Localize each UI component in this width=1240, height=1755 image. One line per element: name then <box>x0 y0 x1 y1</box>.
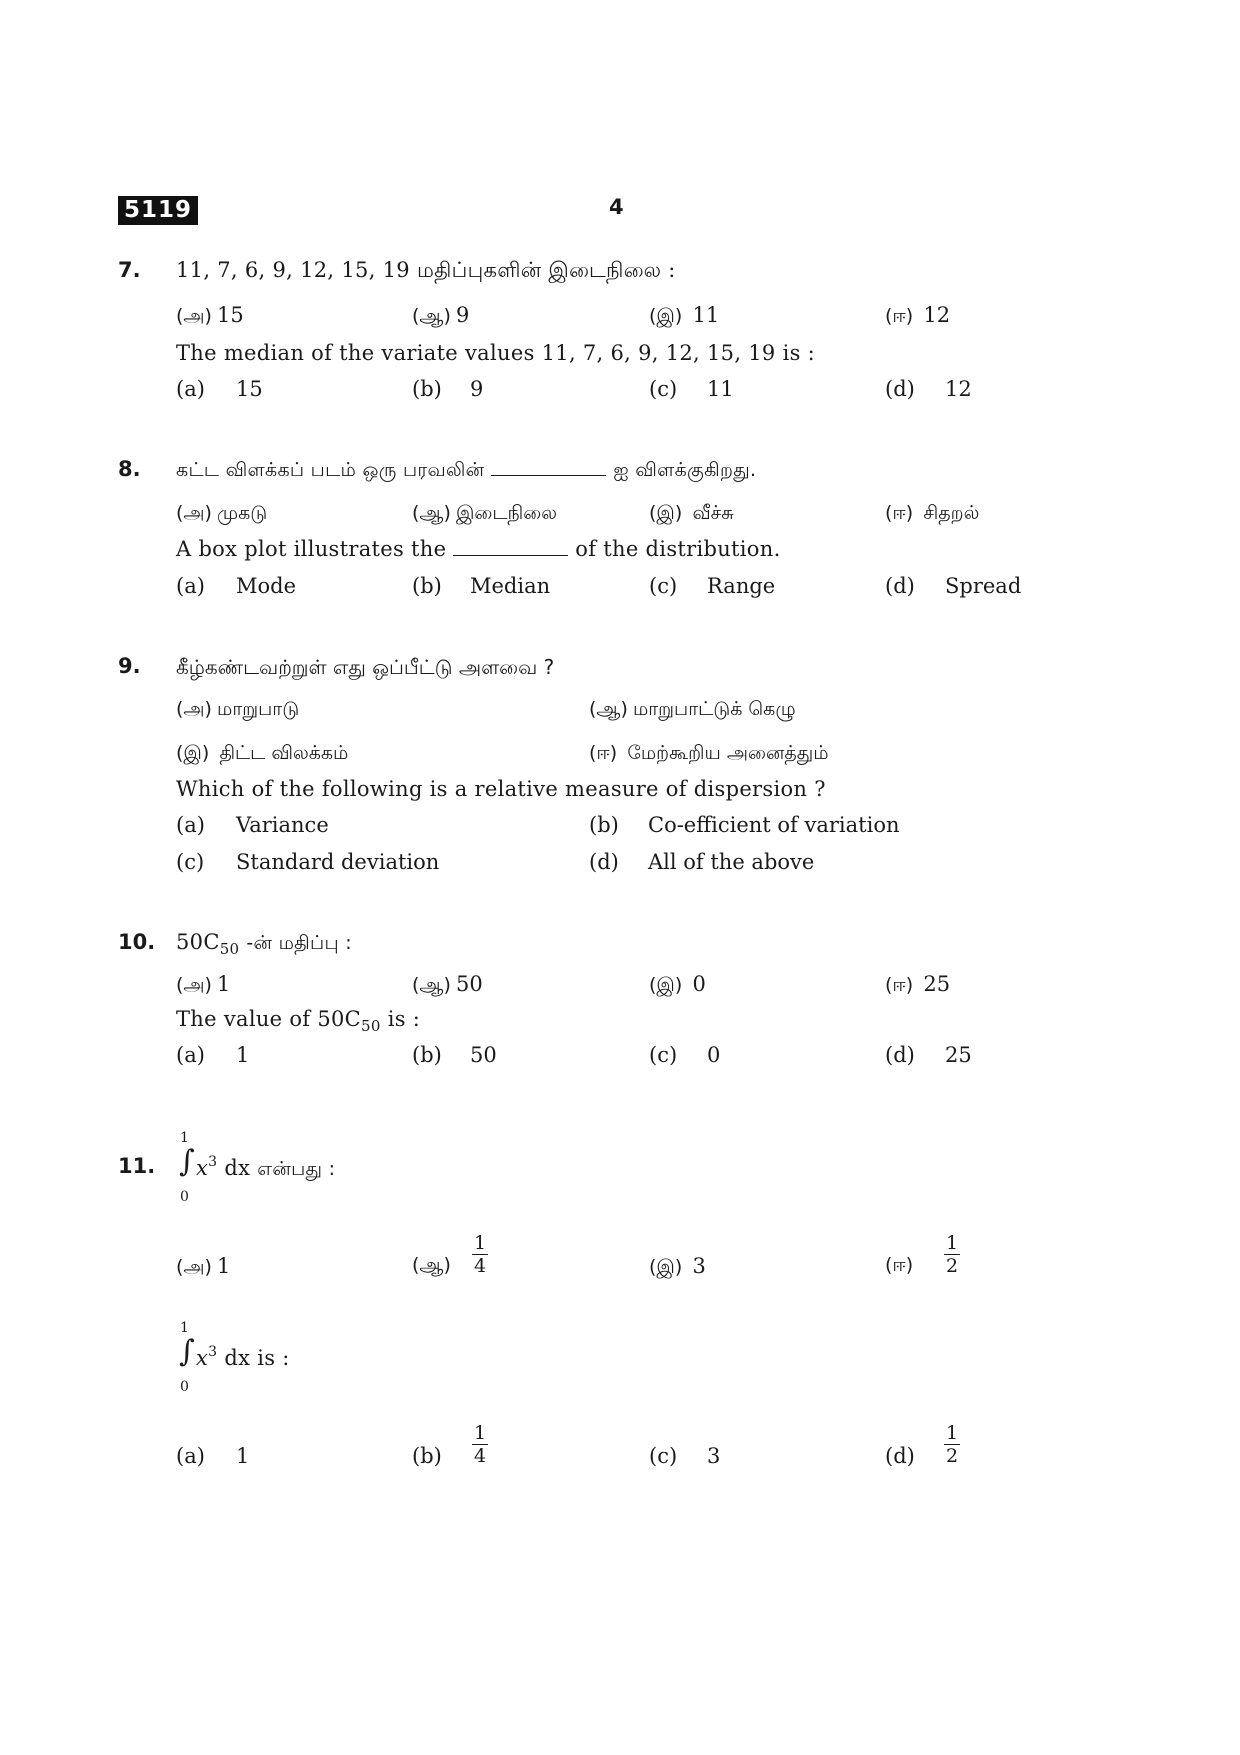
option-tamil-d-fraction <box>944 1232 960 1277</box>
combination-subscript: 50 <box>219 940 240 958</box>
option-label: (அ) <box>176 1256 212 1278</box>
integrand-exponent: 3 <box>208 1344 218 1360</box>
option-label: (அ) <box>176 502 212 524</box>
option-label: (ஆ) <box>589 698 628 720</box>
option-english-d-label: (d) <box>885 377 915 401</box>
question-text-tamil: கீழ்கண்டவற்றுள் எது ஒப்பீட்டு அளவை ? <box>176 655 555 679</box>
integral-differential: dx <box>224 1346 251 1370</box>
option-tamil-b <box>412 972 483 999</box>
option-value: 12 <box>923 303 951 327</box>
option-english-c-label: (c) <box>176 850 205 874</box>
option-label: (இ) <box>649 502 683 524</box>
integrand <box>196 1344 290 1370</box>
option-label: (இ) <box>649 305 683 327</box>
question-text-english: The median of the variate values 11, 7, 6, 9, 12, 15, 19 is : <box>176 341 816 365</box>
answer-blank <box>453 537 568 556</box>
english-stem-end: is : <box>257 1346 290 1370</box>
option-english-a-value: Mode <box>236 574 297 598</box>
option-english-a-label: (a) <box>176 377 205 401</box>
page-number: 4 <box>609 195 624 219</box>
option-tamil-a <box>176 303 244 330</box>
paper-code-badge: 5119 <box>118 196 198 225</box>
question-number: 11. <box>118 1154 156 1178</box>
option-english-a-label: (a) <box>176 1043 205 1067</box>
option-english-b-label: (b) <box>589 813 619 837</box>
option-english-d-label: (d) <box>885 1043 915 1067</box>
option-value: 3 <box>692 1254 706 1278</box>
option-english-d-label: (d) <box>885 574 915 598</box>
option-english-d-fraction <box>944 1422 960 1467</box>
option-tamil-d <box>885 972 950 999</box>
integral-upper-limit: 1 <box>180 1320 189 1336</box>
option-label: (இ) <box>176 742 210 764</box>
option-english-a-label: (a) <box>176 1444 205 1468</box>
question-text-english: Which of the following is a relative measure of dispersion ? <box>176 777 826 801</box>
integrand-exponent: 3 <box>208 1154 218 1170</box>
question-text-tamil <box>176 930 352 958</box>
option-english-b-label: (b) <box>412 1043 442 1067</box>
combination-base: 50C <box>176 930 220 954</box>
option-value: 25 <box>923 972 951 996</box>
option-value: 1 <box>217 972 231 996</box>
integral-lower-limit: 0 <box>180 1189 189 1205</box>
option-english-d-value: Spread <box>945 574 1022 598</box>
fraction-denominator: 2 <box>946 1445 959 1467</box>
option-tamil-d <box>589 742 829 767</box>
option-tamil-d-label: (ஈ) <box>885 1254 914 1276</box>
option-english-b-value: Co-efficient of variation <box>648 813 900 837</box>
english-stem-start: A box plot illustrates the <box>176 537 447 561</box>
option-english-a-label: (a) <box>176 574 205 598</box>
option-tamil-b-fraction <box>472 1232 488 1277</box>
option-tamil-c <box>649 1254 706 1281</box>
option-english-b-label: (b) <box>412 574 442 598</box>
tamil-stem-end: ஐ விளக்குகிறது. <box>613 459 757 481</box>
option-tamil-c <box>176 742 348 767</box>
option-value: மாறுபாடு <box>217 698 300 720</box>
question-text-tamil: 11, 7, 6, 9, 12, 15, 19 மதிப்புகளின் இடைநிலை : <box>176 258 676 282</box>
question-text-tamil <box>176 457 756 484</box>
option-label: (ஈ) <box>885 502 914 524</box>
option-tamil-b <box>412 303 469 330</box>
option-tamil-a <box>176 1254 230 1281</box>
option-label: (அ) <box>176 974 212 996</box>
option-english-d-value: 25 <box>945 1043 972 1067</box>
option-value: சிதறல் <box>923 502 980 524</box>
option-label: (இ) <box>649 1256 683 1278</box>
option-label: (அ) <box>176 305 212 327</box>
question-number: 7. <box>118 258 141 282</box>
option-english-c-value: 11 <box>707 377 734 401</box>
option-label: (ஈ) <box>589 742 618 764</box>
option-english-b-value: 50 <box>470 1043 497 1067</box>
option-tamil-d <box>885 502 979 527</box>
question-number: 10. <box>118 930 156 954</box>
answer-blank <box>491 457 606 476</box>
option-english-a-value: 1 <box>236 1043 250 1067</box>
option-value: 11 <box>692 303 720 327</box>
option-english-c-value: 3 <box>707 1444 721 1468</box>
fraction-denominator: 2 <box>946 1255 959 1277</box>
integral-sign: ∫ <box>179 1334 195 1369</box>
option-english-d-value: 12 <box>945 377 972 401</box>
option-english-c-value: Range <box>707 574 776 598</box>
option-tamil-c <box>649 303 719 330</box>
option-tamil-a <box>176 698 299 723</box>
option-value: 50 <box>455 972 483 996</box>
fraction-numerator: 1 <box>474 1422 487 1444</box>
option-value: இடைநிலை <box>455 502 558 524</box>
option-english-b-label: (b) <box>412 1444 442 1468</box>
option-value: மாறுபாட்டுக் கெழு <box>632 698 796 720</box>
option-english-b-fraction <box>472 1422 488 1467</box>
integral-sign: ∫ <box>179 1144 195 1179</box>
option-label: (அ) <box>176 698 212 720</box>
option-tamil-a <box>176 972 230 999</box>
fraction-numerator: 1 <box>946 1422 959 1444</box>
option-tamil-c <box>649 972 706 999</box>
option-value: 0 <box>692 972 706 996</box>
option-value: 9 <box>455 303 470 327</box>
option-english-a-label: (a) <box>176 813 205 837</box>
option-tamil-b-label: (ஆ) <box>412 1254 451 1276</box>
option-english-c-label: (c) <box>649 574 678 598</box>
option-english-d-label: (d) <box>589 850 619 874</box>
option-english-d-value: All of the above <box>648 850 815 874</box>
option-value: 1 <box>217 1254 231 1278</box>
integral-upper-limit: 1 <box>180 1130 189 1146</box>
option-value: 15 <box>217 303 244 327</box>
option-english-c-value: 0 <box>707 1043 721 1067</box>
option-english-c-label: (c) <box>649 377 678 401</box>
option-english-c-label: (c) <box>649 1043 678 1067</box>
fraction-denominator: 4 <box>474 1255 487 1277</box>
option-label: (ஆ) <box>412 502 451 524</box>
question-number: 9. <box>118 654 141 678</box>
option-english-c-value: Standard deviation <box>236 850 440 874</box>
option-label: (ஆ) <box>412 974 451 996</box>
tamil-stem-end: என்பது : <box>257 1158 336 1180</box>
option-tamil-b <box>412 502 557 527</box>
option-label: (ஆ) <box>412 305 451 327</box>
integrand-variable: x <box>196 1156 209 1180</box>
question-text-english <box>176 537 781 561</box>
combination-subscript: 50 <box>361 1017 381 1035</box>
fraction-numerator: 1 <box>946 1232 959 1254</box>
option-tamil-d <box>885 303 950 330</box>
option-label: (இ) <box>649 974 683 996</box>
option-value: திட்ட விலக்கம் <box>219 742 349 764</box>
tamil-stem-end: -ன் மதிப்பு : <box>246 932 352 954</box>
integrand-variable: x <box>196 1346 209 1370</box>
integral-differential: dx <box>224 1156 251 1180</box>
integrand <box>196 1154 335 1183</box>
option-english-d-label: (d) <box>885 1444 915 1468</box>
fraction-numerator: 1 <box>474 1232 487 1254</box>
option-tamil-c <box>649 502 734 527</box>
english-stem-end: is : <box>387 1007 421 1031</box>
fraction-denominator: 4 <box>474 1445 487 1467</box>
option-value: மேற்கூறிய அனைத்தும் <box>627 742 829 764</box>
option-tamil-a <box>176 502 267 527</box>
question-text-english <box>176 1007 420 1035</box>
tamil-stem-start: கட்ட விளக்கப் படம் ஒரு பரவலின் <box>176 459 485 481</box>
integral-lower-limit: 0 <box>180 1379 189 1395</box>
option-english-b-value: 9 <box>470 377 484 401</box>
option-english-b-label: (b) <box>412 377 442 401</box>
option-english-b-value: Median <box>470 574 551 598</box>
english-stem-start: The value of 50C <box>176 1007 362 1031</box>
option-english-a-value: 1 <box>236 1444 250 1468</box>
option-tamil-b <box>589 698 796 723</box>
question-number: 8. <box>118 457 141 481</box>
option-english-c-label: (c) <box>649 1444 678 1468</box>
option-label: (ஈ) <box>885 974 914 996</box>
option-value: வீச்சு <box>692 502 734 524</box>
option-english-a-value: Variance <box>236 813 329 837</box>
option-label: (ஈ) <box>885 305 914 327</box>
option-english-a-value: 15 <box>236 377 263 401</box>
english-stem-end: of the distribution. <box>575 537 781 561</box>
option-value: முகடு <box>217 502 268 524</box>
